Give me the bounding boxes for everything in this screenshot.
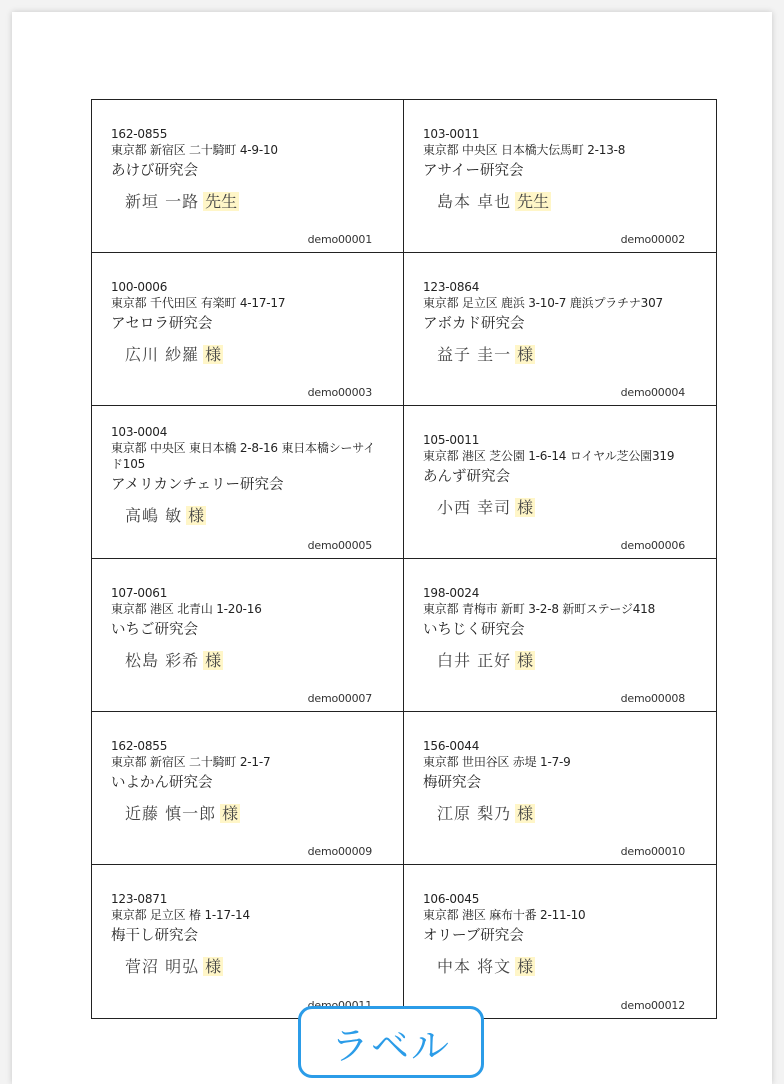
postal-code: 123-0871 xyxy=(111,892,168,906)
organization: アメリカンチェリー研究会 xyxy=(111,476,284,493)
organization: アサイー研究会 xyxy=(423,162,524,179)
address: 東京都 千代田区 有楽町 4-17-17 xyxy=(111,295,286,310)
label-code: demo00008 xyxy=(620,692,685,705)
label-code: demo00007 xyxy=(307,692,372,705)
label-tag: ラベル xyxy=(298,1006,484,1078)
recipient-name: 高嶋 敏 xyxy=(125,505,183,525)
address-label xyxy=(404,100,716,253)
recipient-name: 菅沼 明弘 xyxy=(125,957,200,976)
postal-code: 156-0044 xyxy=(423,738,480,753)
address: 東京都 港区 芝公園 1-6-14 ロイヤル芝公園319 xyxy=(423,448,675,463)
postal-code: 162-0855 xyxy=(111,738,168,753)
address-label xyxy=(92,406,404,559)
label-sheet xyxy=(12,12,772,1084)
address-label xyxy=(92,559,404,712)
label-code: demo00003 xyxy=(307,386,372,399)
recipient xyxy=(423,803,716,825)
postal-code: 198-0024 xyxy=(423,585,480,600)
organization: いちじく研究会 xyxy=(423,621,525,638)
address: 東京都 新宿区 二十騎町 4-9-10 xyxy=(111,142,278,157)
honorific: 様 xyxy=(517,957,534,976)
organization: 梅干し研究会 xyxy=(111,928,198,944)
honorific: 様 xyxy=(517,344,534,364)
recipient xyxy=(423,650,716,672)
postal-code: 107-0061 xyxy=(111,585,168,600)
recipient xyxy=(111,344,403,366)
honorific: 様 xyxy=(205,957,222,976)
address-label xyxy=(92,100,404,253)
address-label xyxy=(92,712,404,865)
recipient xyxy=(423,344,716,366)
honorific: 様 xyxy=(517,650,534,670)
recipient-name: 新垣 一路 xyxy=(125,191,200,211)
address-label xyxy=(92,253,404,406)
recipient xyxy=(111,803,403,825)
recipient-name: 近藤 慎一郎 xyxy=(125,803,217,823)
address: 東京都 世田谷区 赤堤 1-7-9 xyxy=(423,754,571,769)
recipient-name: 益子 圭一 xyxy=(437,344,512,364)
address-label xyxy=(404,253,716,406)
address: 東京都 青梅市 新町 3-2-8 新町ステージ418 xyxy=(423,601,656,616)
recipient xyxy=(423,191,716,213)
honorific: 様 xyxy=(517,803,534,823)
honorific: 様 xyxy=(222,803,239,823)
label-code: demo00001 xyxy=(307,233,372,246)
postal-code: 103-0011 xyxy=(423,126,480,141)
recipient-name: 白井 正好 xyxy=(437,650,512,670)
recipient-name: 小西 幸司 xyxy=(437,497,512,517)
recipient xyxy=(423,497,716,519)
address: 東京都 足立区 椿 1-17-14 xyxy=(111,908,250,922)
organization: アセロラ研究会 xyxy=(111,315,213,332)
address: 東京都 中央区 日本橋大伝馬町 2-13-8 xyxy=(423,142,626,157)
postal-code: 162-0855 xyxy=(111,126,168,141)
recipient-name: 松島 彩希 xyxy=(125,650,200,670)
address-label xyxy=(92,865,404,1018)
postal-code: 106-0045 xyxy=(423,892,480,906)
address: 東京都 中央区 東日本橋 2-8-16 東日本橋シーサイド105 xyxy=(111,440,376,471)
organization: あんず研究会 xyxy=(423,468,510,485)
address: 東京都 港区 北青山 1-20-16 xyxy=(111,601,262,616)
label-code: demo00005 xyxy=(307,539,372,552)
recipient xyxy=(111,505,403,527)
label-code: demo00004 xyxy=(620,386,685,399)
recipient-name: 中本 将文 xyxy=(437,957,512,976)
address: 東京都 足立区 鹿浜 3-10-7 鹿浜プラチナ307 xyxy=(423,295,663,310)
address-label xyxy=(404,406,716,559)
label-code: demo00006 xyxy=(620,539,685,552)
honorific: 様 xyxy=(188,505,205,525)
label-code: demo00010 xyxy=(620,845,685,858)
honorific: 様 xyxy=(205,650,222,670)
label-grid xyxy=(91,99,717,1019)
honorific: 先生 xyxy=(517,191,550,211)
recipient xyxy=(111,191,403,213)
honorific: 先生 xyxy=(205,191,238,211)
postal-code: 100-0006 xyxy=(111,279,168,294)
recipient-name: 江原 梨乃 xyxy=(437,803,512,823)
organization: アボカド研究会 xyxy=(423,315,525,332)
address-label xyxy=(404,559,716,712)
recipient xyxy=(111,650,403,672)
recipient-name: 島本 卓也 xyxy=(437,191,512,211)
organization: いよかん研究会 xyxy=(111,774,213,791)
address-label xyxy=(404,865,716,1018)
organization: いちご研究会 xyxy=(111,621,198,638)
postal-code: 103-0004 xyxy=(111,424,168,439)
label-code: demo00002 xyxy=(620,233,685,246)
recipient xyxy=(111,956,403,978)
organization: あけび研究会 xyxy=(111,162,198,179)
honorific: 様 xyxy=(205,344,222,364)
recipient-name: 広川 紗羅 xyxy=(125,344,200,364)
address: 東京都 新宿区 二十騎町 2-1-7 xyxy=(111,754,271,769)
recipient xyxy=(423,956,716,978)
label-code: demo00009 xyxy=(307,845,372,858)
address-label xyxy=(404,712,716,865)
postal-code: 123-0864 xyxy=(423,279,480,294)
label-code: demo00012 xyxy=(620,999,685,1012)
organization: オリーブ研究会 xyxy=(423,928,524,944)
honorific: 様 xyxy=(517,497,534,517)
postal-code: 105-0011 xyxy=(423,432,480,447)
organization: 梅研究会 xyxy=(423,774,481,791)
address: 東京都 港区 麻布十番 2-11-10 xyxy=(423,908,586,922)
